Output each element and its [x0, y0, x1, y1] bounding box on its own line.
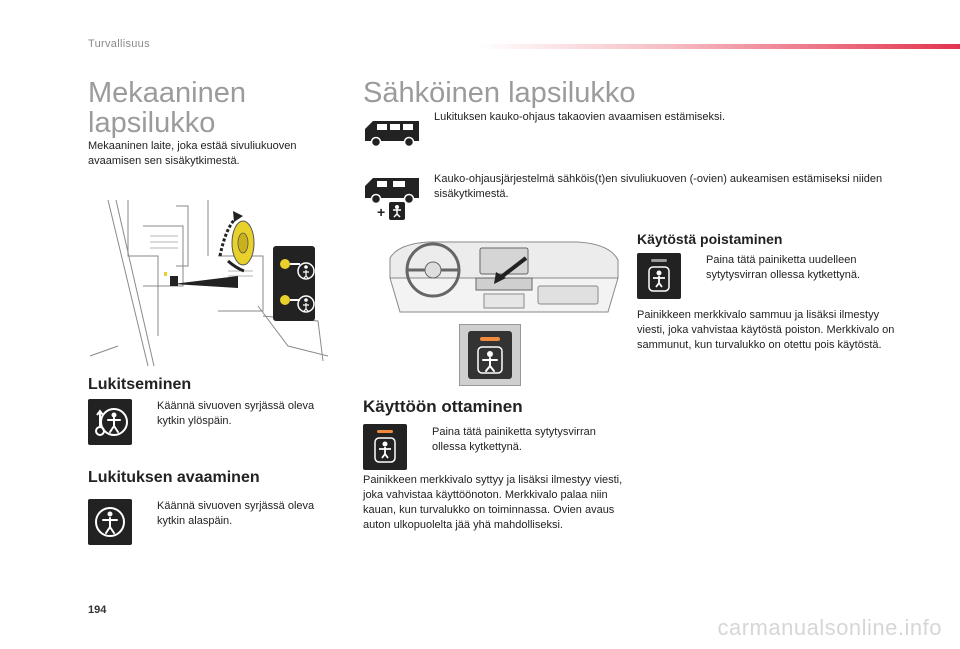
child-lock-off-icon [88, 499, 132, 545]
button-zoom-frame [459, 324, 521, 386]
unlock-text: Käännä sivuoven syrjässä oleva kytkin alaspäin. [157, 500, 315, 527]
header-accent-bar [480, 44, 960, 49]
disable-step: Paina tätä painiketta uudelleen sytytysvirran ollessa kytkettynä. [706, 254, 861, 281]
enable-button-icon [363, 424, 407, 470]
page-number: 194 [88, 604, 107, 616]
mechanical-intro: Mekaaninen laite, joka estää sivuliukuoven avaamisen sen sisäkytkimestä. [88, 140, 297, 167]
mechanical-title [88, 78, 246, 138]
door-illustration [88, 196, 328, 368]
electric-child-lock-button[interactable] [468, 331, 512, 379]
van-side-door-icon [363, 172, 421, 206]
lock-text: Käännä sivuoven syrjässä oleva kytkin ylöspäin. [157, 400, 315, 427]
unlock-heading: Lukituksen avaaminen [88, 469, 260, 486]
electric-title: Sähköinen lapsilukko [363, 77, 636, 109]
disable-text: Painikkeen merkkivalo sammuu ja lisäksi ilmestyy viesti, joka vahvistaa käytöstä poiston. Merkkivalo on sammunut, kun turvalukko on otettu pois käytöstä. [637, 309, 895, 351]
led-indicator [480, 337, 500, 341]
feature1-text: Lukituksen kauko-ohjaus takaovien avaamisen estämiseksi. [434, 111, 726, 123]
plus-sign: + [377, 204, 386, 220]
van-rear-doors-icon [363, 115, 421, 149]
dashboard-illustration [388, 238, 620, 318]
watermark: carmanualsonline.info [717, 615, 942, 640]
mechanical-title-line1: Mekaaninen [88, 77, 246, 109]
enable-text: Painikkeen merkkivalo syttyy ja lisäksi ilmestyy viesti, joka vahvistaa käyttöönoton. Merkkivalo palaa niin kauan, kun turvalukko on toiminnassa. Ovien avaus auton ulkopuolelta jää yhä mahdolliseksi. [363, 474, 623, 531]
mechanical-title-line2: lapsilukko [88, 107, 216, 139]
enable-heading: Käyttöön ottaminen [363, 397, 523, 416]
enable-step: Paina tätä painiketta sytytysvirran ollessa kytkettynä. [432, 426, 596, 453]
disable-heading: Käytöstä poistaminen [637, 231, 783, 247]
disable-button-icon [637, 253, 681, 299]
feature2-text: Kauko-ohjausjärjestelmä sähköis(t)en sivuliukuoven (-ovien) aukeamisen estämiseksi niiden sisäkytkimestä. [434, 173, 883, 200]
child-lock-on-icon [88, 399, 132, 445]
section-label: Turvallisuus [88, 38, 150, 50]
child-small-icon [389, 202, 405, 220]
lock-heading: Lukitseminen [88, 376, 192, 393]
